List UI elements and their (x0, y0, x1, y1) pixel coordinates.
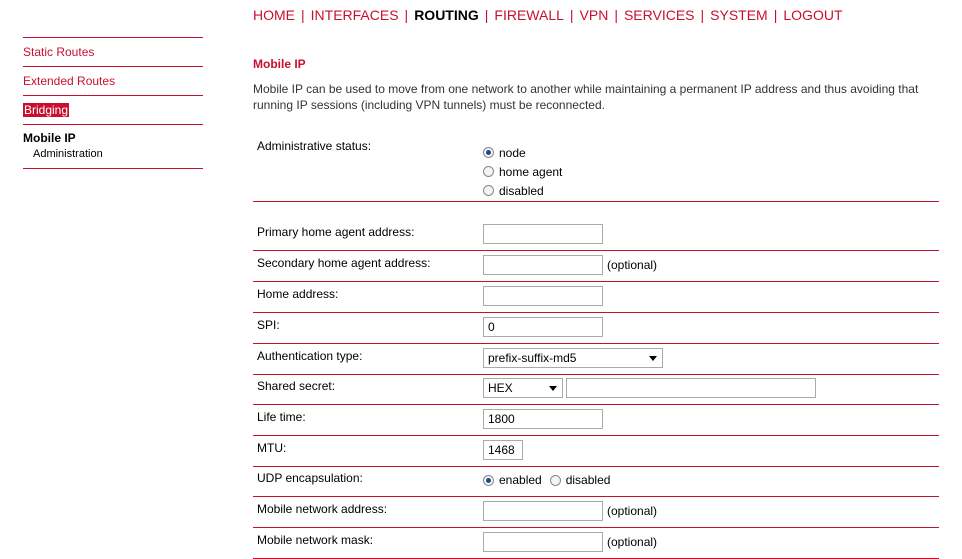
radio-udp-enabled[interactable] (483, 475, 494, 486)
nav-separator: | (569, 7, 574, 23)
udp-enabled-label: enabled (499, 473, 542, 487)
mobile-network-mask-input[interactable] (483, 532, 603, 552)
radio-node-label: node (499, 145, 526, 160)
row-shared-secret (253, 375, 939, 405)
mtu-label: MTU: (257, 441, 287, 455)
sidebar-link-extended-routes[interactable]: Extended Routes (23, 74, 116, 88)
life-time-input[interactable]: 1800 (483, 409, 603, 429)
primary-home-agent-input[interactable] (483, 224, 603, 244)
secondary-home-agent-hint: (optional) (607, 258, 658, 272)
nav-firewall[interactable]: FIREWALL (494, 7, 564, 23)
admin-status-label: Administrative status: (257, 139, 372, 153)
nav-separator: | (484, 7, 489, 23)
sidebar-item-mobile-ip[interactable]: Mobile IP (23, 131, 76, 145)
auth-type-select[interactable] (483, 348, 663, 368)
mobile-network-address-input[interactable] (483, 501, 603, 521)
chevron-down-icon (649, 356, 657, 361)
mobile-network-mask-hint: (optional) (607, 535, 658, 549)
sidebar-link-bridging[interactable]: Bridging (24, 103, 69, 117)
page-title: Mobile IP (253, 57, 306, 71)
row-admin-status (253, 131, 939, 202)
secondary-home-agent-label: Secondary home agent address: (257, 256, 431, 270)
radio-disabled-indicator[interactable] (483, 185, 494, 196)
row-auth-type (253, 344, 939, 375)
mobile-network-address-label: Mobile network address: (257, 502, 388, 516)
nav-services[interactable]: SERVICES (623, 7, 695, 23)
spi-input[interactable]: 0 (483, 317, 603, 337)
shared-secret-input[interactable] (566, 378, 816, 398)
udp-encapsulation-label: UDP encapsulation: (257, 471, 363, 485)
row-life-time (253, 405, 939, 436)
mtu-input[interactable]: 1468 (483, 440, 523, 460)
shared-secret-format-select[interactable] (483, 378, 563, 398)
row-udp-encapsulation (253, 467, 939, 497)
sidebar-item-static-routes (23, 37, 203, 66)
row-spi (253, 313, 939, 344)
radio-home-agent[interactable] (483, 162, 562, 181)
top-nav (253, 7, 843, 23)
mobile-ip-form (253, 131, 939, 559)
nav-interfaces[interactable]: INTERFACES (310, 7, 399, 23)
row-mobile-network-address (253, 497, 939, 528)
spi-label: SPI: (257, 318, 280, 332)
row-mtu (253, 436, 939, 467)
row-primary-home-agent (253, 202, 939, 251)
nav-logout[interactable]: LOGOUT (783, 7, 843, 23)
secondary-home-agent-input[interactable] (483, 255, 603, 275)
nav-separator: | (301, 7, 305, 23)
main-content (253, 57, 939, 113)
radio-home-agent-label: home agent (499, 164, 563, 179)
auth-type-label: Authentication type: (257, 349, 363, 363)
life-time-label: Life time: (257, 410, 306, 424)
mobile-network-address-hint: (optional) (607, 504, 658, 518)
admin-status-radios (483, 143, 562, 200)
row-home-address (253, 282, 939, 313)
sidebar-item-bridging (23, 95, 203, 124)
sidebar (23, 37, 203, 169)
home-address-label: Home address: (257, 287, 339, 301)
mobile-network-mask-label: Mobile network mask: (257, 533, 374, 547)
primary-home-agent-label: Primary home agent address: (257, 225, 415, 239)
sidebar-item-extended-routes (23, 66, 203, 95)
nav-separator: | (404, 7, 409, 23)
nav-separator: | (773, 7, 778, 23)
nav-home[interactable]: HOME (253, 7, 295, 23)
shared-secret-format-value: HEX (488, 381, 513, 395)
radio-node-indicator[interactable] (483, 147, 494, 158)
radio-home-agent-indicator[interactable] (483, 166, 494, 177)
radio-disabled-label: disabled (499, 183, 544, 198)
shared-secret-label: Shared secret: (257, 379, 336, 393)
udp-disabled-label: disabled (565, 473, 611, 487)
sidebar-link-static-routes[interactable]: Static Routes (23, 45, 95, 59)
sidebar-group-mobile-ip (23, 124, 203, 169)
home-address-input[interactable] (483, 286, 603, 306)
page-description: Mobile IP can be used to move from one network to another while maintaining a permanent IP address and thus avoiding that running IP sessions (including VPN tunnels) must be reconnected. (253, 82, 919, 112)
nav-separator: | (614, 7, 618, 23)
radio-disabled[interactable] (483, 181, 544, 200)
nav-routing[interactable]: ROUTING (414, 7, 479, 23)
auth-type-value: prefix-suffix-md5 (488, 351, 577, 365)
row-mobile-network-mask (253, 528, 939, 559)
sidebar-item-administration[interactable]: Administration (33, 148, 103, 160)
nav-system[interactable]: SYSTEM (710, 7, 768, 23)
radio-udp-disabled[interactable] (550, 475, 561, 486)
chevron-down-icon (549, 386, 557, 391)
nav-separator: | (700, 7, 705, 23)
row-secondary-home-agent (253, 251, 939, 282)
nav-vpn[interactable]: VPN (579, 7, 609, 23)
radio-node[interactable] (483, 143, 526, 162)
